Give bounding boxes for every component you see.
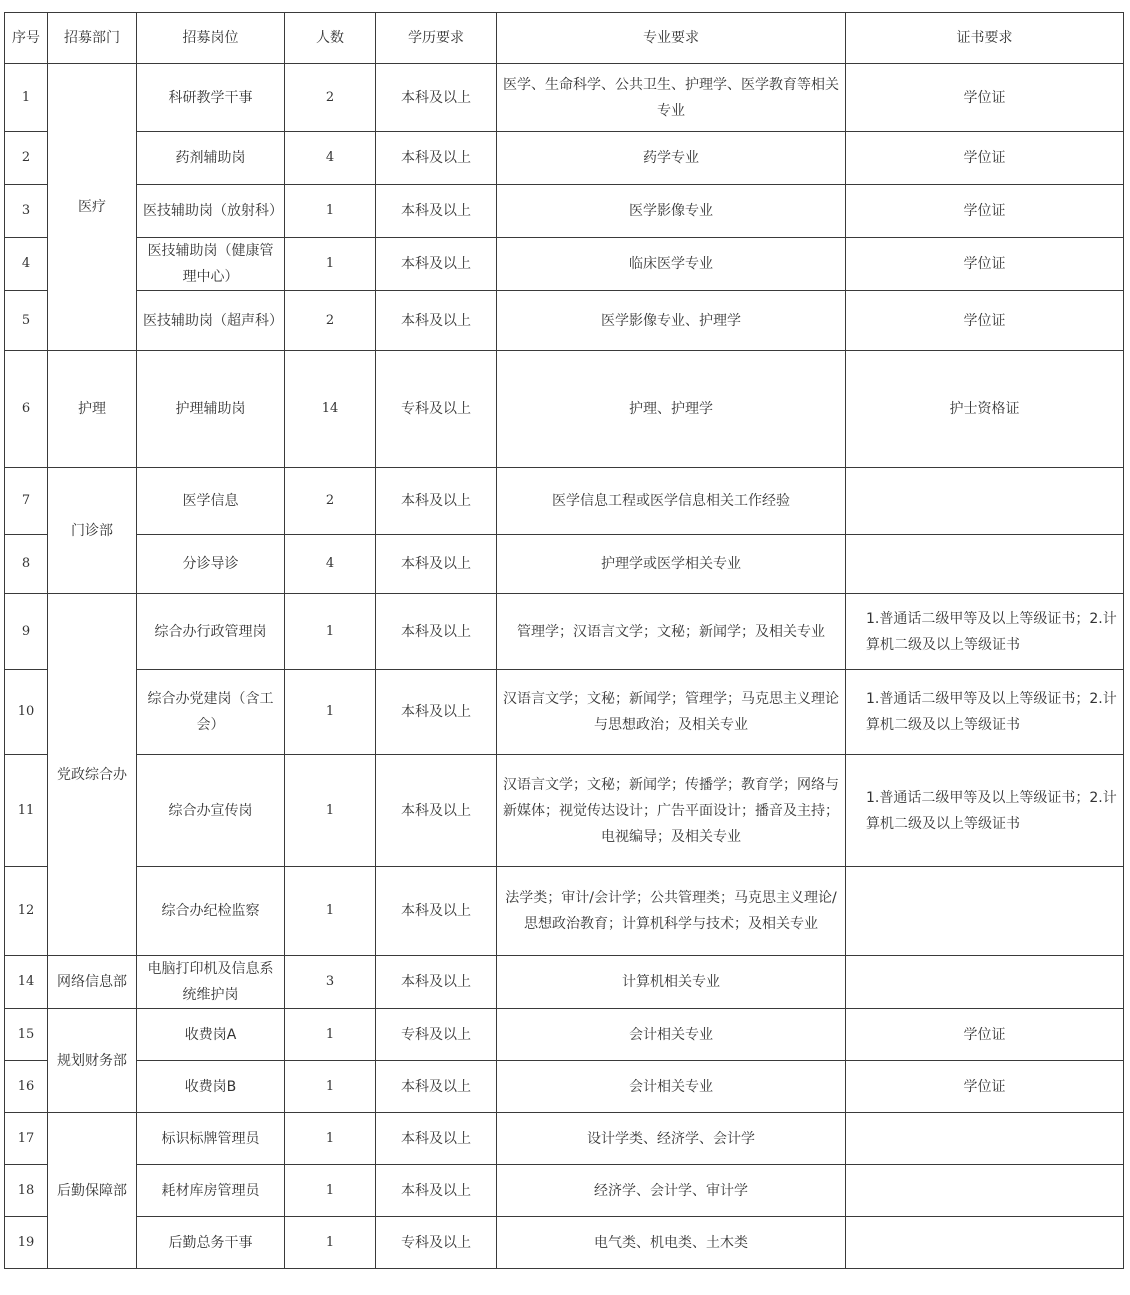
- post-cell: 分诊导诊: [137, 535, 285, 594]
- count-cell: 2: [285, 291, 376, 351]
- count-cell: 1: [285, 1217, 376, 1269]
- header-cert: 证书要求: [846, 13, 1124, 64]
- header-no: 序号: [5, 13, 48, 64]
- major-cell: 护理、护理学: [497, 351, 846, 468]
- header-dept: 招募部门: [48, 13, 137, 64]
- major-cell: 医学影像专业、护理学: [497, 291, 846, 351]
- post-cell: 科研教学干事: [137, 64, 285, 132]
- cert-cell: 1.普通话二级甲等及以上等级证书；2.计算机二级及以上等级证书: [846, 594, 1124, 670]
- cert-cell: 1.普通话二级甲等及以上等级证书；2.计算机二级及以上等级证书: [846, 670, 1124, 755]
- post-cell: 电脑打印机及信息系统维护岗: [137, 956, 285, 1009]
- count-cell: 3: [285, 956, 376, 1009]
- major-cell: 医学信息工程或医学信息相关工作经验: [497, 468, 846, 535]
- post-cell: 收费岗B: [137, 1061, 285, 1113]
- edu-cell: 本科及以上: [376, 64, 497, 132]
- post-cell: 标识标牌管理员: [137, 1113, 285, 1165]
- count-cell: 1: [285, 1165, 376, 1217]
- dept-cell: 网络信息部: [48, 956, 137, 1009]
- major-cell: 医学、生命科学、公共卫生、护理学、医学教育等相关专业: [497, 64, 846, 132]
- post-cell: 医技辅助岗（放射科）: [137, 185, 285, 238]
- major-cell: 汉语言文学；文秘；新闻学；管理学；马克思主义理论与思想政治；及相关专业: [497, 670, 846, 755]
- post-cell: 医学信息: [137, 468, 285, 535]
- post-cell: 医技辅助岗（超声科）: [137, 291, 285, 351]
- cert-cell: 学位证: [846, 185, 1124, 238]
- post-cell: 药剂辅助岗: [137, 132, 285, 185]
- cert-cell: 学位证: [846, 1009, 1124, 1061]
- major-cell: 电气类、机电类、土木类: [497, 1217, 846, 1269]
- edu-cell: 本科及以上: [376, 1061, 497, 1113]
- major-cell: 计算机相关专业: [497, 956, 846, 1009]
- dept-cell: 医疗: [48, 64, 137, 351]
- edu-cell: 本科及以上: [376, 1113, 497, 1165]
- table-row: [5, 185, 1124, 238]
- table-row: [5, 132, 1124, 185]
- cert-cell: 1.普通话二级甲等及以上等级证书；2.计算机二级及以上等级证书: [846, 755, 1124, 867]
- major-cell: 护理学或医学相关专业: [497, 535, 846, 594]
- table-row: [5, 594, 1124, 670]
- row-no: 6: [5, 351, 48, 468]
- post-cell: 后勤总务干事: [137, 1217, 285, 1269]
- header-post: 招募岗位: [137, 13, 285, 64]
- major-cell: 会计相关专业: [497, 1009, 846, 1061]
- major-cell: 管理学；汉语言文学；文秘；新闻学；及相关专业: [497, 594, 846, 670]
- count-cell: 1: [285, 1061, 376, 1113]
- count-cell: 1: [285, 238, 376, 291]
- table-row: [5, 1165, 1124, 1217]
- edu-cell: 本科及以上: [376, 1165, 497, 1217]
- row-no: 1: [5, 64, 48, 132]
- cert-cell: 学位证: [846, 132, 1124, 185]
- row-no: 16: [5, 1061, 48, 1113]
- edu-cell: 本科及以上: [376, 238, 497, 291]
- count-cell: 4: [285, 535, 376, 594]
- row-no: 15: [5, 1009, 48, 1061]
- header-major: 专业要求: [497, 13, 846, 64]
- count-cell: 1: [285, 670, 376, 755]
- row-no: 4: [5, 238, 48, 291]
- count-cell: 2: [285, 468, 376, 535]
- table-row: [5, 956, 1124, 1009]
- cert-cell: 学位证: [846, 291, 1124, 351]
- count-cell: 1: [285, 594, 376, 670]
- table-row: [5, 238, 1124, 291]
- post-cell: 护理辅助岗: [137, 351, 285, 468]
- count-cell: 1: [285, 1009, 376, 1061]
- header-edu: 学历要求: [376, 13, 497, 64]
- count-cell: 1: [285, 1113, 376, 1165]
- table-row: [5, 64, 1124, 132]
- row-no: 11: [5, 755, 48, 867]
- major-cell: 法学类；审计/会计学；公共管理类；马克思主义理论/ 思想政治教育；计算机科学与技术；及相关专业: [497, 867, 846, 956]
- row-no: 2: [5, 132, 48, 185]
- post-cell: 收费岗A: [137, 1009, 285, 1061]
- header-row: [5, 13, 1124, 64]
- edu-cell: 专科及以上: [376, 1009, 497, 1061]
- count-cell: 4: [285, 132, 376, 185]
- table-row: [5, 867, 1124, 956]
- dept-cell: 党政综合办: [48, 594, 137, 956]
- post-cell: 综合办宣传岗: [137, 755, 285, 867]
- cert-cell: [846, 535, 1124, 594]
- major-cell: 药学专业: [497, 132, 846, 185]
- dept-cell: 护理: [48, 351, 137, 468]
- table-row: [5, 468, 1124, 535]
- major-cell: 设计学类、经济学、会计学: [497, 1113, 846, 1165]
- edu-cell: 本科及以上: [376, 755, 497, 867]
- edu-cell: 本科及以上: [376, 535, 497, 594]
- post-cell: 综合办行政管理岗: [137, 594, 285, 670]
- count-cell: 2: [285, 64, 376, 132]
- post-cell: 医技辅助岗（健康管理中心）: [137, 238, 285, 291]
- edu-cell: 本科及以上: [376, 670, 497, 755]
- row-no: 10: [5, 670, 48, 755]
- cert-cell: 学位证: [846, 238, 1124, 291]
- count-cell: 1: [285, 755, 376, 867]
- table-row: [5, 1061, 1124, 1113]
- major-cell: 汉语言文学；文秘；新闻学；传播学；教育学；网络与新媒体；视觉传达设计；广告平面设计；播音及主持；电视编导；及相关专业: [497, 755, 846, 867]
- row-no: 9: [5, 594, 48, 670]
- cert-cell: [846, 867, 1124, 956]
- major-cell: 医学影像专业: [497, 185, 846, 238]
- post-cell: 综合办党建岗（含工会）: [137, 670, 285, 755]
- edu-cell: 本科及以上: [376, 468, 497, 535]
- edu-cell: 本科及以上: [376, 132, 497, 185]
- table-row: [5, 755, 1124, 867]
- row-no: 8: [5, 535, 48, 594]
- edu-cell: 专科及以上: [376, 1217, 497, 1269]
- dept-cell: 门诊部: [48, 468, 137, 594]
- dept-cell: 后勤保障部: [48, 1113, 137, 1269]
- row-no: 7: [5, 468, 48, 535]
- count-cell: 14: [285, 351, 376, 468]
- row-no: 3: [5, 185, 48, 238]
- cert-cell: [846, 956, 1124, 1009]
- row-no: 17: [5, 1113, 48, 1165]
- post-cell: 综合办纪检监察: [137, 867, 285, 956]
- edu-cell: 专科及以上: [376, 351, 497, 468]
- count-cell: 1: [285, 867, 376, 956]
- major-cell: 会计相关专业: [497, 1061, 846, 1113]
- cert-cell: [846, 468, 1124, 535]
- edu-cell: 本科及以上: [376, 867, 497, 956]
- edu-cell: 本科及以上: [376, 185, 497, 238]
- recruitment-table: [4, 12, 1124, 1269]
- row-no: 5: [5, 291, 48, 351]
- table-row: [5, 670, 1124, 755]
- table-row: [5, 291, 1124, 351]
- cert-cell: 学位证: [846, 1061, 1124, 1113]
- edu-cell: 本科及以上: [376, 594, 497, 670]
- row-no: 18: [5, 1165, 48, 1217]
- edu-cell: 本科及以上: [376, 291, 497, 351]
- table-row: [5, 351, 1124, 468]
- row-no: 19: [5, 1217, 48, 1269]
- row-no: 14: [5, 956, 48, 1009]
- dept-cell: 规划财务部: [48, 1009, 137, 1113]
- table-row: [5, 1113, 1124, 1165]
- table-row: [5, 1217, 1124, 1269]
- major-cell: 临床医学专业: [497, 238, 846, 291]
- cert-cell: [846, 1113, 1124, 1165]
- cert-cell: [846, 1165, 1124, 1217]
- header-count: 人数: [285, 13, 376, 64]
- cert-cell: 护士资格证: [846, 351, 1124, 468]
- count-cell: 1: [285, 185, 376, 238]
- table-row: [5, 1009, 1124, 1061]
- row-no: 12: [5, 867, 48, 956]
- post-cell: 耗材库房管理员: [137, 1165, 285, 1217]
- table-row: [5, 535, 1124, 594]
- cert-cell: [846, 1217, 1124, 1269]
- major-cell: 经济学、会计学、审计学: [497, 1165, 846, 1217]
- edu-cell: 本科及以上: [376, 956, 497, 1009]
- cert-cell: 学位证: [846, 64, 1124, 132]
